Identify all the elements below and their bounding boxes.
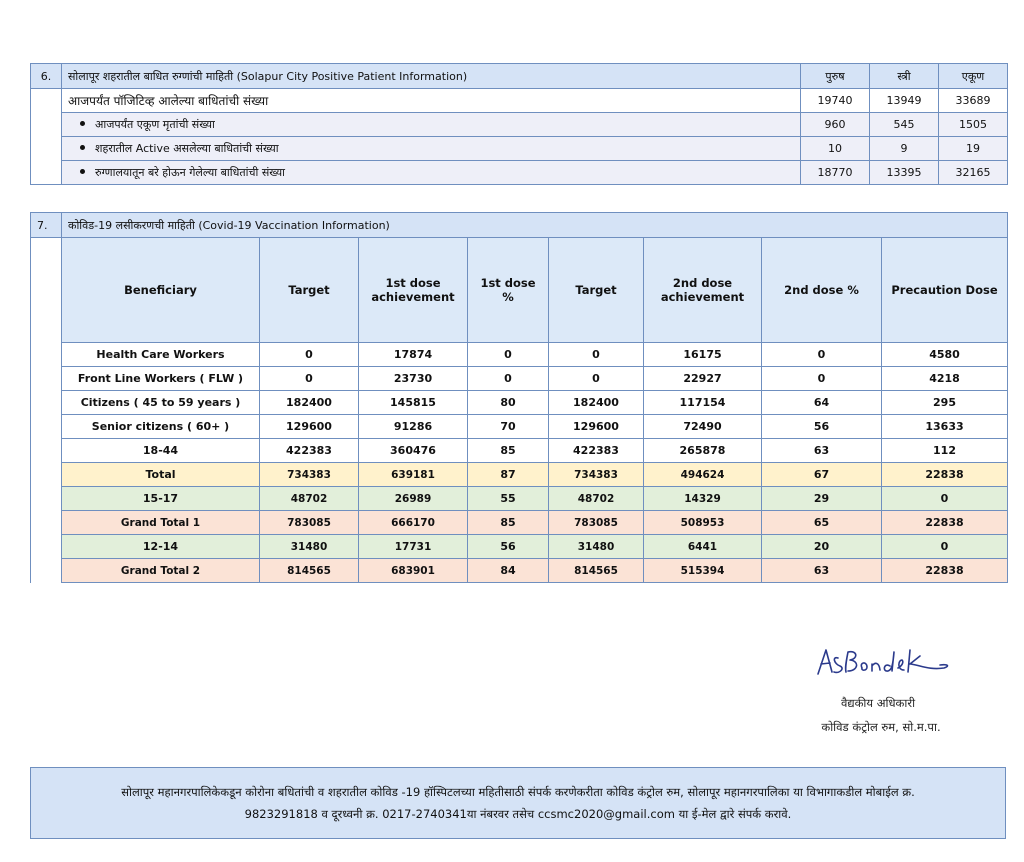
- cell-value: 67: [762, 463, 882, 487]
- column-header-row: [31, 238, 1008, 343]
- cell-value: 64: [762, 391, 882, 415]
- cell-value: 22838: [882, 559, 1008, 583]
- footer-line-2: 9823291818 व दूरध्वनी क्र. 0217-2740341या नंबरवर तसेच ccsmc2020@gmail.com या ई-मेल द्वारे संपर्क करावे.: [244, 807, 792, 821]
- cell-value: 31480: [260, 535, 359, 559]
- row-gutter: [31, 238, 62, 343]
- cell-value: 6441: [644, 535, 762, 559]
- column-header: 2nd dose %: [762, 238, 882, 343]
- cell-value: 295: [882, 391, 1008, 415]
- cell-value: 783085: [260, 511, 359, 535]
- cell-value: 129600: [260, 415, 359, 439]
- column-header: 2nd dose achievement: [644, 238, 762, 343]
- table-row: [31, 559, 1008, 583]
- row-label-cell: [62, 113, 801, 137]
- section6-number: 6.: [31, 64, 62, 89]
- table-row: [31, 367, 1008, 391]
- cell-value: 29: [762, 487, 882, 511]
- cell-value: 48702: [260, 487, 359, 511]
- beneficiary-cell: Grand Total 2: [62, 559, 260, 583]
- cell-value: 0: [882, 535, 1008, 559]
- signature-designation: वैद्यकीय अधिकारी: [840, 696, 916, 710]
- cell-value: 16175: [644, 343, 762, 367]
- cell-value: 814565: [549, 559, 644, 583]
- table-row: [31, 535, 1008, 559]
- beneficiary-cell: 18-44: [62, 439, 260, 463]
- cell-value: 70: [468, 415, 549, 439]
- cell-value: 14329: [644, 487, 762, 511]
- cell-value: 422383: [549, 439, 644, 463]
- table-row: [31, 391, 1008, 415]
- cell-value: 508953: [644, 511, 762, 535]
- beneficiary-cell: 12-14: [62, 535, 260, 559]
- cell-value: 683901: [359, 559, 468, 583]
- cell-value: 9: [870, 137, 939, 161]
- cell-value: 494624: [644, 463, 762, 487]
- table-row: [31, 161, 1008, 185]
- cell-value: 33689: [939, 89, 1008, 113]
- cell-value: 0: [260, 343, 359, 367]
- cell-value: 734383: [260, 463, 359, 487]
- cell-value: 0: [882, 487, 1008, 511]
- cell-value: 17874: [359, 343, 468, 367]
- cell-value: 545: [870, 113, 939, 137]
- cell-value: 31480: [549, 535, 644, 559]
- cell-value: 72490: [644, 415, 762, 439]
- column-header: Precaution Dose: [882, 238, 1008, 343]
- cell-value: 265878: [644, 439, 762, 463]
- table-row: [31, 113, 1008, 137]
- section7-header-row: [31, 213, 1008, 238]
- cell-value: 734383: [549, 463, 644, 487]
- cell-value: 19: [939, 137, 1008, 161]
- header-male: पुरुष: [801, 64, 870, 89]
- cell-value: 63: [762, 559, 882, 583]
- cell-value: 17731: [359, 535, 468, 559]
- cell-value: 182400: [549, 391, 644, 415]
- bullet-icon: [80, 145, 85, 150]
- cell-value: 85: [468, 511, 549, 535]
- vaccination-table: [30, 212, 1008, 583]
- cell-value: 814565: [260, 559, 359, 583]
- cell-value: 783085: [549, 511, 644, 535]
- cell-value: 56: [762, 415, 882, 439]
- signature-office: कोविड कंट्रोल रुम, सो.म.पा.: [821, 720, 941, 734]
- cell-value: 960: [801, 113, 870, 137]
- cell-value: 19740: [801, 89, 870, 113]
- table-row: [31, 487, 1008, 511]
- cell-value: 26989: [359, 487, 468, 511]
- table-row: [31, 463, 1008, 487]
- bullet-icon: [80, 121, 85, 126]
- row-gutter: [31, 89, 62, 185]
- cell-value: 0: [468, 343, 549, 367]
- table-row: [31, 89, 1008, 113]
- row-label: आजपर्यंत एकूण मृतांची संख्या: [95, 118, 215, 131]
- cell-value: 56: [468, 535, 549, 559]
- table-row: [31, 439, 1008, 463]
- cell-value: 666170: [359, 511, 468, 535]
- positive-patient-table: [30, 63, 1008, 185]
- cell-value: 129600: [549, 415, 644, 439]
- footer-line-1: सोलापूर महानगरपालिकेकडून कोरोना बधितांची व शहरातील कोविड -19 हॉस्पिटलच्या महितीसाठी संपर्क करणेकरीता कोविड कंट्रोल रुम, सोलापूर महानगरपालिका या विभागाकडील मोबाईल क्र.: [121, 785, 915, 799]
- cell-value: 0: [549, 343, 644, 367]
- cell-value: 22927: [644, 367, 762, 391]
- bullet-icon: [80, 169, 85, 174]
- row-label: आजपर्यंत पॉजिटिव्ह आलेल्या बाधितांची संख्या: [62, 89, 801, 113]
- cell-value: 84: [468, 559, 549, 583]
- table-row: [31, 415, 1008, 439]
- section6-title: सोलापूर शहरातील बाधित रुग्णांची माहिती (Solapur City Positive Patient Information): [62, 64, 801, 89]
- table-row: [31, 137, 1008, 161]
- cell-value: 32165: [939, 161, 1008, 185]
- table-row: [31, 511, 1008, 535]
- column-header: Target: [549, 238, 644, 343]
- cell-value: 422383: [260, 439, 359, 463]
- header-total: एकूण: [939, 64, 1008, 89]
- row-gutter: [31, 343, 62, 583]
- cell-value: 145815: [359, 391, 468, 415]
- cell-value: 85: [468, 439, 549, 463]
- cell-value: 63: [762, 439, 882, 463]
- signature-mark: [812, 640, 952, 690]
- cell-value: 0: [762, 367, 882, 391]
- row-label-cell: [62, 161, 801, 185]
- beneficiary-cell: Senior citizens ( 60+ ): [62, 415, 260, 439]
- cell-value: 65: [762, 511, 882, 535]
- column-header: Target: [260, 238, 359, 343]
- cell-value: 18770: [801, 161, 870, 185]
- section6-header-row: [31, 64, 1008, 89]
- vaccination-body: [31, 343, 1008, 583]
- beneficiary-cell: Front Line Workers ( FLW ): [62, 367, 260, 391]
- cell-value: 23730: [359, 367, 468, 391]
- cell-value: 112: [882, 439, 1008, 463]
- beneficiary-cell: Citizens ( 45 to 59 years ): [62, 391, 260, 415]
- beneficiary-cell: Health Care Workers: [62, 343, 260, 367]
- cell-value: 80: [468, 391, 549, 415]
- cell-value: 1505: [939, 113, 1008, 137]
- cell-value: 48702: [549, 487, 644, 511]
- row-label: शहरातील Active असलेल्या बाधितांची संख्या: [95, 142, 279, 155]
- cell-value: 0: [468, 367, 549, 391]
- cell-value: 0: [260, 367, 359, 391]
- column-header: 1st dose %: [468, 238, 549, 343]
- cell-value: 20: [762, 535, 882, 559]
- cell-value: 360476: [359, 439, 468, 463]
- cell-value: 182400: [260, 391, 359, 415]
- beneficiary-cell: 15-17: [62, 487, 260, 511]
- cell-value: 22838: [882, 463, 1008, 487]
- column-header: 1st dose achievement: [359, 238, 468, 343]
- cell-value: 4580: [882, 343, 1008, 367]
- cell-value: 13633: [882, 415, 1008, 439]
- cell-value: 13949: [870, 89, 939, 113]
- row-label-cell: [62, 137, 801, 161]
- cell-value: 10: [801, 137, 870, 161]
- table-row: [31, 343, 1008, 367]
- section7-number: 7.: [31, 213, 62, 238]
- beneficiary-cell: Grand Total 1: [62, 511, 260, 535]
- section7-title: कोविड-19 लसीकरणची माहिती (Covid-19 Vaccination Information): [62, 213, 1008, 238]
- cell-value: 117154: [644, 391, 762, 415]
- contact-footer: [30, 767, 1006, 839]
- cell-value: 0: [549, 367, 644, 391]
- beneficiary-cell: Total: [62, 463, 260, 487]
- cell-value: 0: [762, 343, 882, 367]
- cell-value: 639181: [359, 463, 468, 487]
- cell-value: 13395: [870, 161, 939, 185]
- row-label: रुग्णालयातून बरे होऊन गेलेल्या बाधितांची संख्या: [95, 166, 285, 179]
- cell-value: 515394: [644, 559, 762, 583]
- cell-value: 55: [468, 487, 549, 511]
- cell-value: 4218: [882, 367, 1008, 391]
- header-female: स्त्री: [870, 64, 939, 89]
- cell-value: 87: [468, 463, 549, 487]
- cell-value: 91286: [359, 415, 468, 439]
- column-header: Beneficiary: [62, 238, 260, 343]
- cell-value: 22838: [882, 511, 1008, 535]
